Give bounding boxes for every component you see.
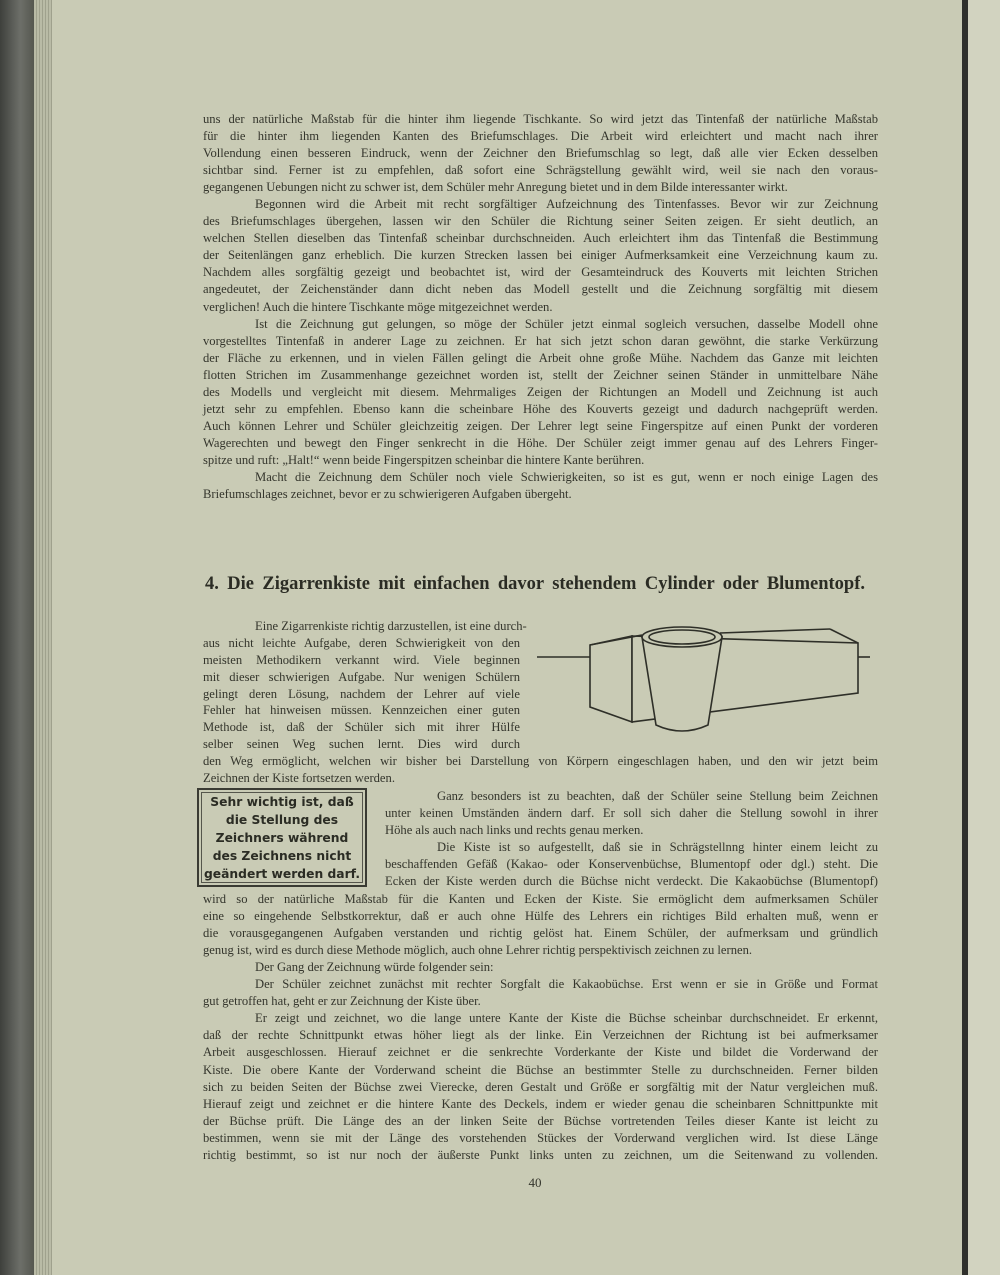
text-line: Ist die Zeichnung gut gelungen, so möge der Schüler jetzt einmal sogleich versuchen, dasselbe Modell ohne [255, 316, 878, 331]
box-left-face [590, 636, 632, 722]
note-line: die Stellung des [225, 812, 339, 827]
text-block-beside-note [385, 788, 878, 891]
text-line: Arbeit ausgeschlossen. Hierauf zeichnet er die senkrechte Vorderkante der Kiste und bildet die Vorderwand der [203, 1045, 878, 1060]
next-page-edge [968, 0, 1000, 1275]
text-line: welchen Stellen dieselben das Tintenfaß scheinbar durchschneiden. Auch erleichtert ihm das Tintenfaß die Bestimmung [203, 231, 878, 246]
text-line: aus nicht leichte Aufgabe, deren Schwierigkeit von den [203, 635, 520, 650]
text-line: vorgestelltes Tintenfaß in anderer Lage zu zeichnen. Er hat sich jetzt schon daran gewöhnt, die starke Verkürzung [203, 333, 878, 348]
text-line: daß der rechte Schnittpunkt etwas höher liegt als der linke. Ein Verzeichnen der Richtung ist bei aufmerksamer [203, 1028, 878, 1043]
text-line: Briefumschlages zeichnet, bevor er zu schwierigeren Aufgaben übergeht. [203, 487, 572, 502]
text-line: eine so eingehende Selbstkorrektur, daß er auch ohne Hülfe des Lehrers ein richtiges Bild erhalten muß, wenn er [203, 908, 878, 923]
text-line: Vollendung einen besseren Eindruck, wenn der Zeichner den Briefumschlag so legt, daß alle vier Ecken desselben [203, 146, 878, 161]
text-line: Die Kiste ist so aufgestellt, daß sie in Schrägstellnng hinter einem leicht zu [437, 840, 878, 855]
text-line: beschaffenden Gefäß (Kakao- oder Konservenbüchse, Blumentopf oder dgl.) steht. Die [385, 857, 878, 872]
text-line: unter keinen Umständen ändern darf. Er soll sich daher die Stellung sowohl in ihrer [385, 806, 878, 821]
text-line: Kiste. Die obere Kante der Vorderwand scheint die Büchse an bestimmter Stelle zu durchschneiden. Ferner bilden [203, 1062, 878, 1077]
text-line: den Weg ermöglicht, welchen wir bisher bei Darstellung von Körpern eingeschlagen haben, und den wir jetzt beim [203, 754, 878, 768]
text-line: die vorausgegangenen Aufgaben verstanden und richtig gelöst hat. Einem Schüler, der aufmerksam und gründlich [203, 925, 878, 940]
text-block-top [203, 111, 878, 503]
text-line: Macht die Zeichnung dem Schüler noch viele Schwierigkeiten, so ist es gut, wenn er noch einige Lagen des [255, 469, 878, 484]
cigar-box-cylinder-illustration [530, 615, 875, 740]
text-line: gut getroffen hat, geht er zur Zeichnung der Kiste über. [203, 994, 481, 1009]
text-block-bottom [203, 891, 878, 1165]
note-line: Zeichners während [215, 830, 349, 845]
section-heading: 4. Die Zigarrenkiste mit einfachen davor stehendem Cylinder oder Blumentopf. [205, 574, 865, 594]
text-line: Methode ist, daß der Schüler sich mit ihrer Hülfe [203, 720, 520, 735]
text-line: genug ist, wird es durch diese Methode möglich, auch ohne Lehrer richtig perspektivisch zeichnen zu lernen. [203, 942, 753, 957]
text-line: richtig bestimmt, so ist nur noch der äußerste Punkt links unten zu zeichnen, um die Seitenwand zu vollenden. [203, 1148, 878, 1162]
text-line: bestimmen, wenn sie mit der Länge des vorstehenden Stückes der Vorderwand verglichen wird. Ist diese Länge [203, 1130, 878, 1145]
text-line: Der Schüler zeichnet zunächst mit rechter Sorgfalt die Kakaobüchse. Erst wenn er sie in Größe und Format [255, 977, 878, 992]
text-line: gelingt deren Lösung, nachdem der Lehrer auf viele [203, 686, 520, 701]
text-line: Auch können Lehrer und Schüler gleichzeitig zeigen. Der Lehrer legt seine Fingerspitze auf einen Punkt der vorderen [203, 418, 878, 433]
text-line: jetzt sehr zu empfehlen. Ebenso kann die scheinbare Höhe des Kouverts gezeigt und dadurch nachgeprüft werden. [203, 401, 878, 416]
text-line: mit dieser schwierigen Aufgabe. Nur wenigen Schülern [203, 669, 520, 684]
note-box [197, 788, 367, 887]
text-line: angedeutet, der Zeichenständer dann dicht neben das Modell gestellt und die Zeichnung sorgfältig mit diesem [203, 282, 878, 297]
text-line: Er zeigt und zeichnet, wo die lange untere Kante der Kiste die Büchse scheinbar durchschneidet. Er erkennt, [255, 1011, 878, 1026]
text-line: der Seitenlängen ganz erheblich. Die kurzen Strecken lassen bei einiger Aufmerksamkeit eine Verzeichnung kaum zu. [203, 248, 878, 263]
text-line: der Fläche zu erkennen, und in vielen Fällen gelingt die Arbeit ohne große Mühe. Nachdem das Ganze mit leichten [203, 350, 878, 365]
text-line: Fehler hat hinweisen müssen. Kennzeichen einer guten [203, 703, 520, 718]
note-line: Sehr wichtig ist, daß [210, 794, 354, 809]
text-line: gegangenen Uebungen nicht zu schwer ist, dem Schüler mehr Anregung bietet und in dem Bilde interessanter wirkt. [203, 180, 788, 195]
text-line: verglichen! Auch die hintere Tischkante möge mitgezeichnet werden. [203, 299, 553, 314]
text-block-intro-continued [203, 753, 878, 787]
text-line: selber seinen Weg suchen lernt. Dies wird durch [203, 737, 520, 752]
text-line: Höhe als auch nach links und rechts genau merken. [385, 823, 644, 838]
text-line: sich zu beiden Seiten der Büchse zwei Vierecke, deren Gestalt und Größe er sorgfältig mit der Natur vergleichen muß. [203, 1079, 878, 1094]
text-line: des Modells und vergleicht mit diesem. Mehrmaliges Zeigen der Richtungen an Modell und Zeichnung ist auch [203, 384, 878, 399]
text-line: Nachdem alles sorgfältig gezeigt und beobachtet ist, wird der Gesamteindruck des Kouverts mit leichten Strichen [203, 265, 878, 280]
text-line: Wagerechten und bewegt den Finger senkrecht in die Höhe. Der Schüler zeigt immer genau auf des Lehrers Finger- [203, 435, 878, 450]
text-block-intro [203, 618, 527, 753]
page-edges [34, 0, 52, 1275]
text-line: spitze und ruft: „Halt!“ wenn beide Fingerspitzen scheinbar die hintere Kante berühren. [203, 452, 645, 467]
text-line: meisten Methodikern verkannt wird. Viele beginnen [203, 652, 520, 667]
text-line: wird so der natürliche Maßstab für die Kanten und Ecken der Kiste. Sie ermöglicht dem aufmerksamen Schüler [203, 891, 878, 906]
text-line: der Büchse prüft. Die Länge des an der linken Seite der Büchse vortretenden Teiles dieser Kante ist leicht zu [203, 1113, 878, 1128]
text-line: Zeichnen der Kiste fortsetzen werden. [203, 770, 395, 785]
text-line: uns der natürliche Maßstab für die hinter ihm liegende Tischkante. So wird jetzt das Tintenfaß der natürliche Maßstab [203, 112, 878, 126]
book-binding [0, 0, 34, 1275]
text-line: Eine Zigarrenkiste richtig darzustellen, ist eine durch- [255, 619, 527, 633]
text-line: des Briefumschlages übergehen, lassen wir den Schüler die Richtung seiner Seiten zeigen. Er sieht deutlich, an [203, 214, 878, 229]
page-number: 40 [528, 1175, 542, 1190]
note-line: geändert werden darf. [203, 866, 361, 881]
text-line: Ganz besonders ist zu beachten, daß der Schüler seine Stellung beim Zeichnen [437, 789, 878, 803]
text-line: Ecken der Kiste werden durch die Büchse nicht verdeckt. Die Kakaobüchse (Blumentopf) [385, 874, 878, 889]
text-line: sichtbar sind. Ferner ist zu empfehlen, daß sofort eine Schrägstellung gewählt wird, weil sie nach den voraus- [203, 163, 878, 178]
text-line: flotten Strichen im Zusammenhange gezeichnet worden ist, stellt der Zeichner seinen Ständer in unmittelbare Nähe [203, 367, 878, 382]
text-line: Hierauf zeigt und zeichnet er die hintere Kante des Deckels, indem er wieder genau die scheinbaren Schnittpunkte mit [203, 1096, 878, 1111]
note-line: des Zeichnens nicht [212, 848, 352, 863]
text-line: Begonnen wird die Arbeit mit recht sorgfältiger Aufzeichnung des Tintenfasses. Bevor wir zur Zeichnung [255, 197, 878, 212]
text-line: für die hinter ihm liegenden Kanten des Briefumschlages. Die Arbeit wird erleichtert und macht nach ihrer [203, 129, 878, 144]
cylinder-body [642, 637, 722, 731]
text-line: Der Gang der Zeichnung würde folgender sein: [255, 959, 494, 974]
